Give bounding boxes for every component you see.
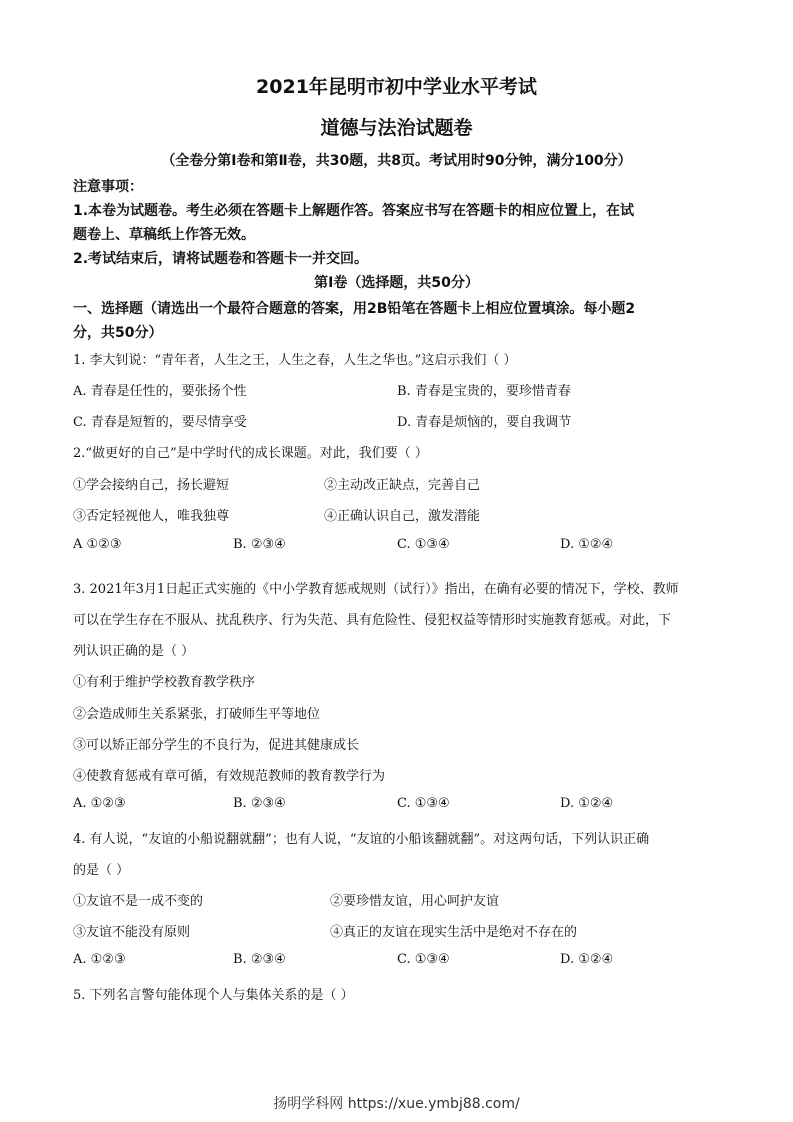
q3-stem-line-2: 可以在学生存在不服从、扰乱秩序、行为失范、具有危险性、侵犯权益等情形时实施教育惩戒。对此，下: [73, 613, 672, 628]
q2-statement-2: ②主动改正缺点，完善自己: [324, 478, 481, 493]
q2-option-b: B. ②③④: [233, 537, 286, 552]
section-instruction: 一、选择题（请选出一个最符合题意的答案，用2B铅笔在答题卡上相应位置填涂。每小题2: [73, 301, 636, 317]
notes-heading: 注意事项：: [73, 179, 143, 195]
q1-option-d: D. 青春是烦恼的，要自我调节: [397, 415, 572, 430]
q4-option-a: A. ①②③: [73, 952, 126, 967]
q1-option-a: A. 青春是任性的，要张扬个性: [73, 384, 247, 399]
q4-stem-line-1: 4. 有人说，“友谊的小船说翻就翻”；也有人说，“友谊的小船该翻就翻”。对这两句话，下列认识正确: [73, 832, 650, 847]
q3-statement-2: ②会造成师生关系紧张，打破师生平等地位: [73, 707, 321, 722]
q3-option-b: B. ②③④: [233, 796, 286, 811]
q4-option-d: D. ①②④: [560, 952, 614, 967]
q2-statement-1: ①学会接纳自己，扬长避短: [73, 478, 230, 493]
q4-statement-3: ③友谊不能没有原则: [73, 925, 191, 940]
q3-statement-3: ③可以矫正部分学生的不良行为，促进其健康成长: [73, 738, 360, 753]
q1-stem: 1. 李大钊说：“青年者，人生之王，人生之春，人生之华也。”这启示我们（ ）: [73, 353, 517, 368]
q2-statement-3: ③否定轻视他人，唯我独尊: [73, 509, 230, 524]
q4-option-c: C. ①③④: [397, 952, 450, 967]
q5-stem: 5. 下列名言警句能体现个人与集体关系的是（ ）: [73, 988, 354, 1003]
section-instruction-cont: 分，共50分）: [73, 325, 163, 341]
q3-statement-4: ④使教育惩戒有章可循，有效规范教师的教育教学行为: [73, 769, 386, 784]
exam-title: 2021年昆明市初中学业水平考试: [256, 76, 537, 98]
q1-option-b: B. 青春是宝贵的，要珍惜青春: [397, 384, 571, 399]
q4-statement-4: ④真正的友谊在现实生活中是绝对不存在的: [330, 925, 578, 940]
q3-statement-1: ①有利于维护学校教育教学秩序: [73, 675, 256, 690]
q3-option-a: A. ①②③: [73, 796, 126, 811]
q1-option-c: C. 青春是短暂的，要尽情享受: [73, 415, 247, 430]
notes-item-1-cont: 题卷上、草稿纸上作答无效。: [73, 227, 255, 243]
notes-item-1: 1.本卷为试题卷。考生必须在答题卡上解题作答。答案应书写在答题卡的相应位置上，在试: [73, 203, 635, 219]
section-title: 第Ⅰ卷（选择题，共50分）: [314, 275, 479, 291]
q3-option-d: D. ①②④: [560, 796, 614, 811]
q2-option-a: A ①②③: [73, 537, 122, 552]
q4-stem-line-2: 的是（ ）: [73, 863, 130, 878]
q2-option-d: D. ①②④: [560, 537, 614, 552]
exam-subtitle: 道德与法治试题卷: [320, 117, 473, 139]
q3-stem-line-1: 3. 2021年3月1日起正式实施的《中小学教育惩戒规则（试行）》指出，在确有必要的情况下，学校、教师: [73, 582, 679, 597]
notes-item-2: 2.考试结束后，请将试题卷和答题卡一并交回。: [73, 251, 369, 267]
q3-option-c: C. ①③④: [397, 796, 450, 811]
q2-option-c: C. ①③④: [397, 537, 450, 552]
q2-statement-4: ④正确认识自己，激发潜能: [324, 509, 481, 524]
q4-option-b: B. ②③④: [233, 952, 286, 967]
q4-statement-1: ①友谊不是一成不变的: [73, 894, 204, 909]
footer-watermark: 扬明学科网 https://xue.ymbj88.com/: [273, 1096, 520, 1112]
q4-statement-2: ②要珍惜友谊，用心呵护友谊: [330, 894, 500, 909]
q2-stem: 2.“做更好的自己”是中学时代的成长课题。对此，我们要（ ）: [73, 446, 428, 461]
q3-stem-line-3: 列认识正确的是（ ）: [73, 644, 195, 659]
exam-info: （全卷分第Ⅰ卷和第Ⅱ卷，共30题，共8页。考试用时90分钟，满分100分）: [161, 153, 632, 169]
